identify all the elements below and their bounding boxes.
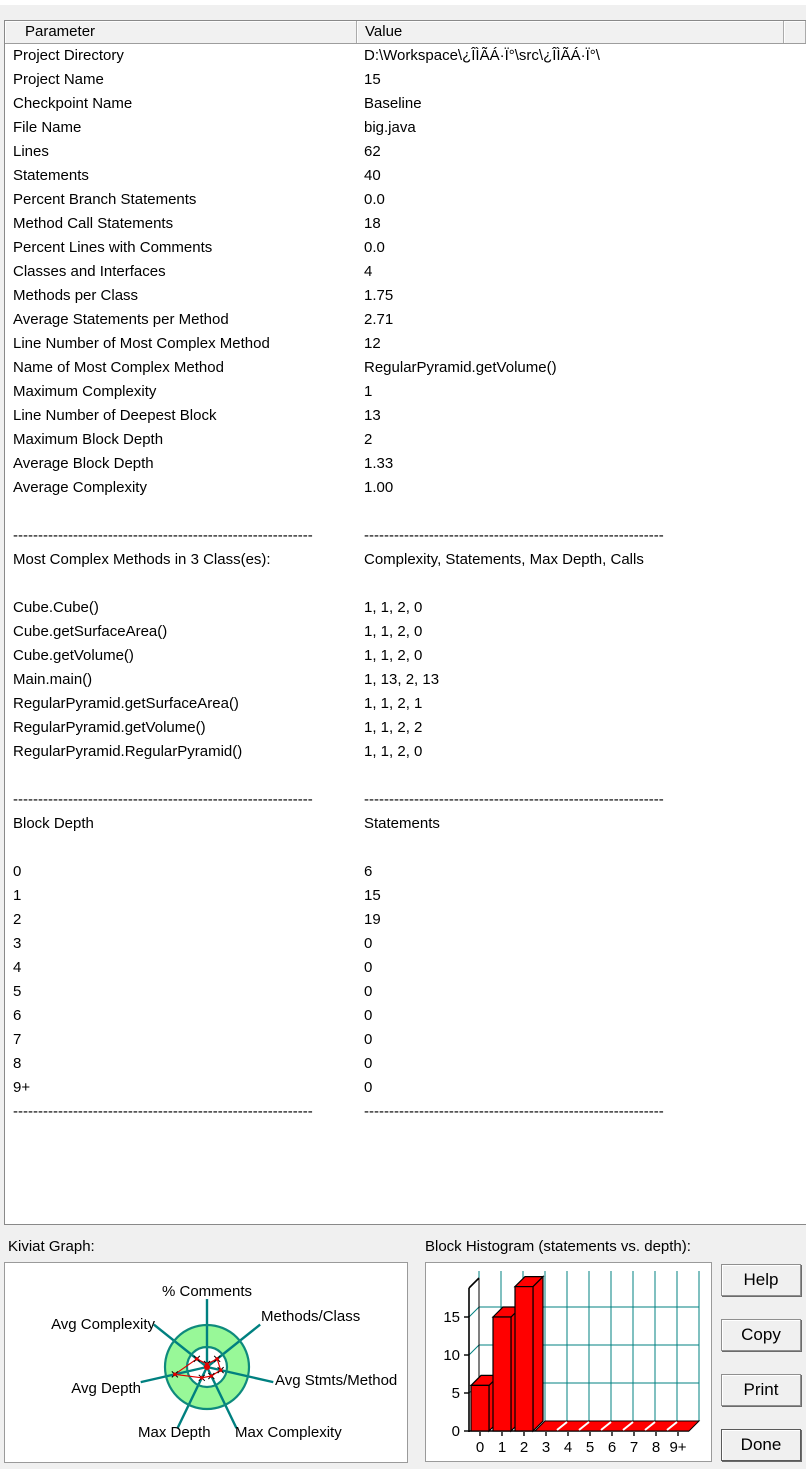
kiviat-graph — [5, 1263, 407, 1462]
value-cell: 13 — [364, 406, 381, 424]
metrics-listview — [4, 20, 806, 1225]
param-cell: 9+ — [13, 1078, 31, 1096]
value-cell: Statements — [364, 814, 440, 832]
param-cell: Cube.getSurfaceArea() — [13, 622, 168, 640]
param-cell: Method Call Statements — [13, 214, 174, 232]
value-cell: 6 — [364, 862, 373, 880]
listview-header — [5, 21, 806, 44]
value-cell: 1, 1, 2, 2 — [364, 718, 423, 736]
table-row[interactable] — [5, 211, 806, 235]
kiviat-graph-panel — [4, 1262, 408, 1463]
table-row[interactable] — [5, 1003, 806, 1027]
column-header-filler — [784, 21, 806, 43]
param-cell: Maximum Complexity — [13, 382, 157, 400]
copy-button[interactable]: Copy — [721, 1319, 801, 1351]
histogram-y-tick-label: 10 — [443, 1347, 460, 1364]
table-row[interactable] — [5, 427, 806, 451]
table-row[interactable] — [5, 331, 806, 355]
histogram-x-tick-label: 6 — [607, 1439, 617, 1456]
param-cell: RegularPyramid.getSurfaceArea() — [13, 694, 239, 712]
table-row[interactable] — [5, 883, 806, 907]
param-cell: 1 — [13, 886, 22, 904]
table-row[interactable] — [5, 235, 806, 259]
table-row[interactable] — [5, 43, 806, 67]
value-cell: 0 — [364, 1054, 373, 1072]
histogram-y-tick-label: 5 — [451, 1385, 460, 1402]
table-row[interactable] — [5, 571, 806, 595]
block-histogram-label: Block Histogram (statements vs. depth): — [425, 1238, 691, 1255]
table-row[interactable] — [5, 307, 806, 331]
block-histogram-chart — [426, 1263, 711, 1461]
value-cell: D:\Workspace\¿ÎÌÃÁ·Ï°\src\¿ÎÌÃÁ·Ï°\ — [364, 46, 600, 64]
param-cell: Percent Branch Statements — [13, 190, 197, 208]
table-row[interactable] — [5, 1051, 806, 1075]
value-cell: 1.00 — [364, 478, 394, 496]
table-row[interactable] — [5, 763, 806, 787]
help-button[interactable]: Help — [721, 1264, 801, 1296]
table-row[interactable] — [5, 475, 806, 499]
value-cell: 4 — [364, 262, 373, 280]
table-row[interactable] — [5, 619, 806, 643]
param-cell: Statements — [13, 166, 89, 184]
value-cell: Baseline — [364, 94, 422, 112]
kiviat-axis-label: % Comments — [161, 1283, 253, 1300]
kiviat-axis-label: Avg Depth — [71, 1380, 141, 1397]
value-cell: 1, 13, 2, 13 — [364, 670, 440, 688]
param-cell: Maximum Block Depth — [13, 430, 164, 448]
param-cell: 0 — [13, 862, 22, 880]
table-row[interactable] — [5, 739, 806, 763]
value-cell: Complexity, Statements, Max Depth, Calls — [364, 550, 644, 568]
separator-row[interactable] — [5, 787, 806, 811]
histogram-bar — [515, 1277, 543, 1431]
table-row[interactable] — [5, 835, 806, 859]
value-cell: big.java — [364, 118, 416, 136]
table-body — [5, 43, 806, 1224]
histogram-x-tick-label: 7 — [629, 1439, 639, 1456]
param-cell: 6 — [13, 1006, 22, 1024]
param-cell: Name of Most Complex Method — [13, 358, 224, 376]
param-cell: Methods per Class — [13, 286, 139, 304]
param-cell: Average Complexity — [13, 478, 147, 496]
value-cell: 1.33 — [364, 454, 394, 472]
table-row[interactable] — [5, 379, 806, 403]
table-row[interactable] — [5, 979, 806, 1003]
value-cell: 0 — [364, 934, 373, 952]
value-cell: 2.71 — [364, 310, 394, 328]
table-row[interactable] — [5, 931, 806, 955]
table-row[interactable] — [5, 547, 806, 571]
value-cell: ------------------------------------------------------------ — [364, 526, 664, 544]
histogram-x-tick-label: 1 — [497, 1439, 507, 1456]
kiviat-graph-label: Kiviat Graph: — [8, 1238, 95, 1255]
value-cell: 1.75 — [364, 286, 394, 304]
table-row[interactable] — [5, 811, 806, 835]
value-cell: 19 — [364, 910, 381, 928]
kiviat-axis-label: Avg Complexity — [51, 1316, 155, 1333]
param-cell: 7 — [13, 1030, 22, 1048]
param-cell: Project Name — [13, 70, 104, 88]
param-cell: Percent Lines with Comments — [13, 238, 213, 256]
table-row[interactable] — [5, 1027, 806, 1051]
value-cell: 62 — [364, 142, 381, 160]
histogram-x-tick-label: 9+ — [669, 1439, 687, 1456]
value-cell: 2 — [364, 430, 373, 448]
kiviat-axis-label: Methods/Class — [261, 1308, 361, 1325]
value-cell: ------------------------------------------------------------ — [364, 1102, 664, 1120]
param-cell: Average Block Depth — [13, 454, 154, 472]
table-row[interactable] — [5, 355, 806, 379]
param-cell: 5 — [13, 982, 22, 1000]
histogram-x-tick-label: 3 — [541, 1439, 551, 1456]
table-row[interactable] — [5, 955, 806, 979]
value-cell: 1, 1, 2, 0 — [364, 598, 423, 616]
value-cell: 0.0 — [364, 238, 385, 256]
table-row[interactable] — [5, 259, 806, 283]
separator-row[interactable] — [5, 523, 806, 547]
param-cell: Line Number of Deepest Block — [13, 406, 217, 424]
table-row[interactable] — [5, 67, 806, 91]
param-cell: Classes and Interfaces — [13, 262, 166, 280]
histogram-x-tick-label: 4 — [563, 1439, 573, 1456]
table-row[interactable] — [5, 643, 806, 667]
param-cell: Cube.Cube() — [13, 598, 99, 616]
table-row[interactable] — [5, 691, 806, 715]
table-row[interactable] — [5, 115, 806, 139]
param-cell: Line Number of Most Complex Method — [13, 334, 270, 352]
histogram-y-tick-label: 15 — [443, 1309, 460, 1326]
table-row[interactable] — [5, 139, 806, 163]
value-cell: 1, 1, 2, 0 — [364, 646, 423, 664]
value-cell: ------------------------------------------------------------ — [364, 790, 664, 808]
histogram-x-tick-label: 8 — [651, 1439, 661, 1456]
separator-row[interactable] — [5, 1099, 806, 1123]
block-histogram-panel — [425, 1262, 712, 1462]
table-row[interactable] — [5, 859, 806, 883]
histogram-y-tick-label: 0 — [451, 1423, 460, 1440]
value-cell: 15 — [364, 886, 381, 904]
value-cell: 40 — [364, 166, 381, 184]
kiviat-data-point — [214, 1356, 220, 1362]
histogram-x-tick-label: 5 — [585, 1439, 595, 1456]
kiviat-center-point — [204, 1364, 210, 1370]
value-cell: 12 — [364, 334, 381, 352]
value-cell: 1, 1, 2, 0 — [364, 742, 423, 760]
kiviat-axis-label: Avg Stmts/Method — [275, 1372, 398, 1389]
value-cell: 0 — [364, 982, 373, 1000]
table-row[interactable] — [5, 499, 806, 523]
param-cell: Most Complex Methods in 3 Class(es): — [13, 550, 271, 568]
param-cell: ------------------------------------------------------------ — [13, 1102, 313, 1120]
table-row[interactable] — [5, 907, 806, 931]
value-cell: 1 — [364, 382, 373, 400]
print-button[interactable]: Print — [721, 1374, 801, 1406]
param-cell: Lines — [13, 142, 49, 160]
param-cell: ------------------------------------------------------------ — [13, 790, 313, 808]
param-cell: ------------------------------------------------------------ — [13, 526, 313, 544]
param-cell: RegularPyramid.getVolume() — [13, 718, 206, 736]
value-cell: 18 — [364, 214, 381, 232]
histogram-x-tick-label: 0 — [475, 1439, 485, 1456]
kiviat-axis-label: Max Depth — [138, 1424, 211, 1441]
kiviat-data-point — [194, 1356, 200, 1362]
table-row[interactable] — [5, 715, 806, 739]
value-cell: 1, 1, 2, 0 — [364, 622, 423, 640]
param-cell: Average Statements per Method — [13, 310, 229, 328]
table-row[interactable] — [5, 283, 806, 307]
param-cell: Checkpoint Name — [13, 94, 133, 112]
value-cell: 0 — [364, 1030, 373, 1048]
param-cell: Main.main() — [13, 670, 93, 688]
table-row[interactable] — [5, 187, 806, 211]
histogram-x-tick-label: 2 — [519, 1439, 529, 1456]
table-row[interactable] — [5, 91, 806, 115]
param-cell: File Name — [13, 118, 82, 136]
param-cell: 8 — [13, 1054, 22, 1072]
value-cell: 0.0 — [364, 190, 385, 208]
value-cell: 0 — [364, 1078, 373, 1096]
param-cell: Project Directory — [13, 46, 124, 64]
value-cell: 0 — [364, 1006, 373, 1024]
param-cell: Cube.getVolume() — [13, 646, 134, 664]
table-row[interactable] — [5, 667, 806, 691]
param-cell: 2 — [13, 910, 22, 928]
param-cell: 4 — [13, 958, 22, 976]
table-row[interactable] — [5, 403, 806, 427]
kiviat-axis-label: Max Complexity — [235, 1424, 342, 1441]
column-header-value[interactable]: Value — [357, 21, 784, 43]
value-cell: RegularPyramid.getVolume() — [364, 358, 557, 376]
histogram-zero-floor — [535, 1421, 699, 1431]
table-row[interactable] — [5, 163, 806, 187]
param-cell: 3 — [13, 934, 22, 952]
value-cell: 1, 1, 2, 1 — [364, 694, 423, 712]
table-row[interactable] — [5, 451, 806, 475]
column-header-parameter[interactable]: Parameter — [5, 21, 357, 43]
param-cell: RegularPyramid.RegularPyramid() — [13, 742, 243, 760]
table-row[interactable] — [5, 1075, 806, 1099]
param-cell: Block Depth — [13, 814, 94, 832]
table-row[interactable] — [5, 595, 806, 619]
done-button[interactable]: Done — [721, 1429, 801, 1461]
value-cell: 0 — [364, 958, 373, 976]
top-strip — [0, 0, 806, 5]
value-cell: 15 — [364, 70, 381, 88]
